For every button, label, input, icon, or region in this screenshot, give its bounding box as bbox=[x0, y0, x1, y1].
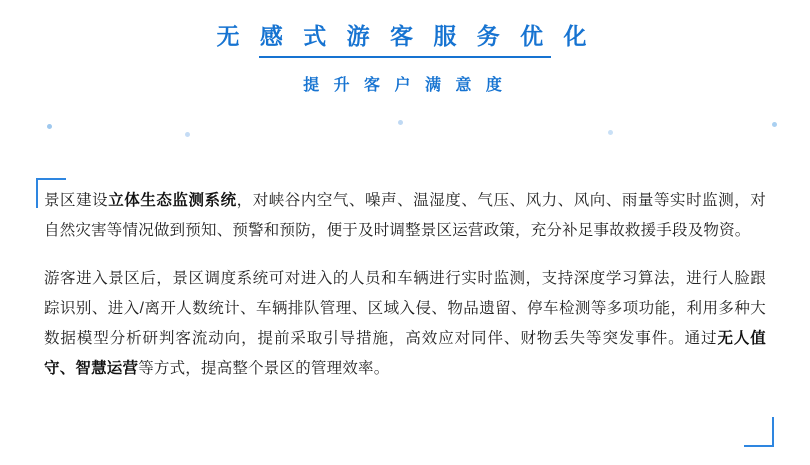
page-subtitle: 提 升 客 户 满 意 度 bbox=[303, 77, 507, 94]
title-underline bbox=[259, 56, 551, 58]
paragraph-two bbox=[44, 264, 766, 384]
decorative-dot bbox=[185, 132, 190, 137]
paragraph-one-text-1: 景区建设 bbox=[44, 192, 109, 209]
decorative-dot bbox=[608, 130, 613, 135]
paragraph-two-text-1: 游客进入景区后，景区调度系统可对进入的人员和车辆进行实时监测，支持深度学习算法，进行人脸跟踪识别、进入/离开人数统计、车辆排队管理、区域入侵、物品遗留、停车检测等多项功能，利用多种大数据模型分析研判客流动向，提前采取引导措施，高效应对同伴、财物丢失等突发事件。通过 bbox=[44, 270, 766, 347]
paragraph-two-text-2: 等方式，提高整个景区的管理效率。 bbox=[138, 360, 390, 377]
decorative-dot bbox=[398, 120, 403, 125]
paragraph-two-emphasis: 无人值守、智慧运营 bbox=[44, 330, 767, 377]
paragraph-one-text-2: ，对峡谷内空气、噪声、温湿度、气压、风力、风向、雨量等实时监测，对自然灾害等情况做到预知、预警和预防，便于及时调整景区运营政策，充分补足事故救援手段及物资。 bbox=[44, 192, 766, 239]
corner-accent-bottom-right bbox=[744, 417, 774, 447]
decorative-dot bbox=[772, 122, 777, 127]
decorative-dot bbox=[47, 124, 52, 129]
body-content bbox=[44, 186, 766, 384]
page-title: 无 感 式 游 客 服 务 优 化 bbox=[216, 23, 594, 49]
header bbox=[0, 22, 810, 60]
paragraph-one-emphasis: 立体生态监测系统 bbox=[108, 192, 237, 209]
paragraph-one bbox=[44, 186, 766, 246]
